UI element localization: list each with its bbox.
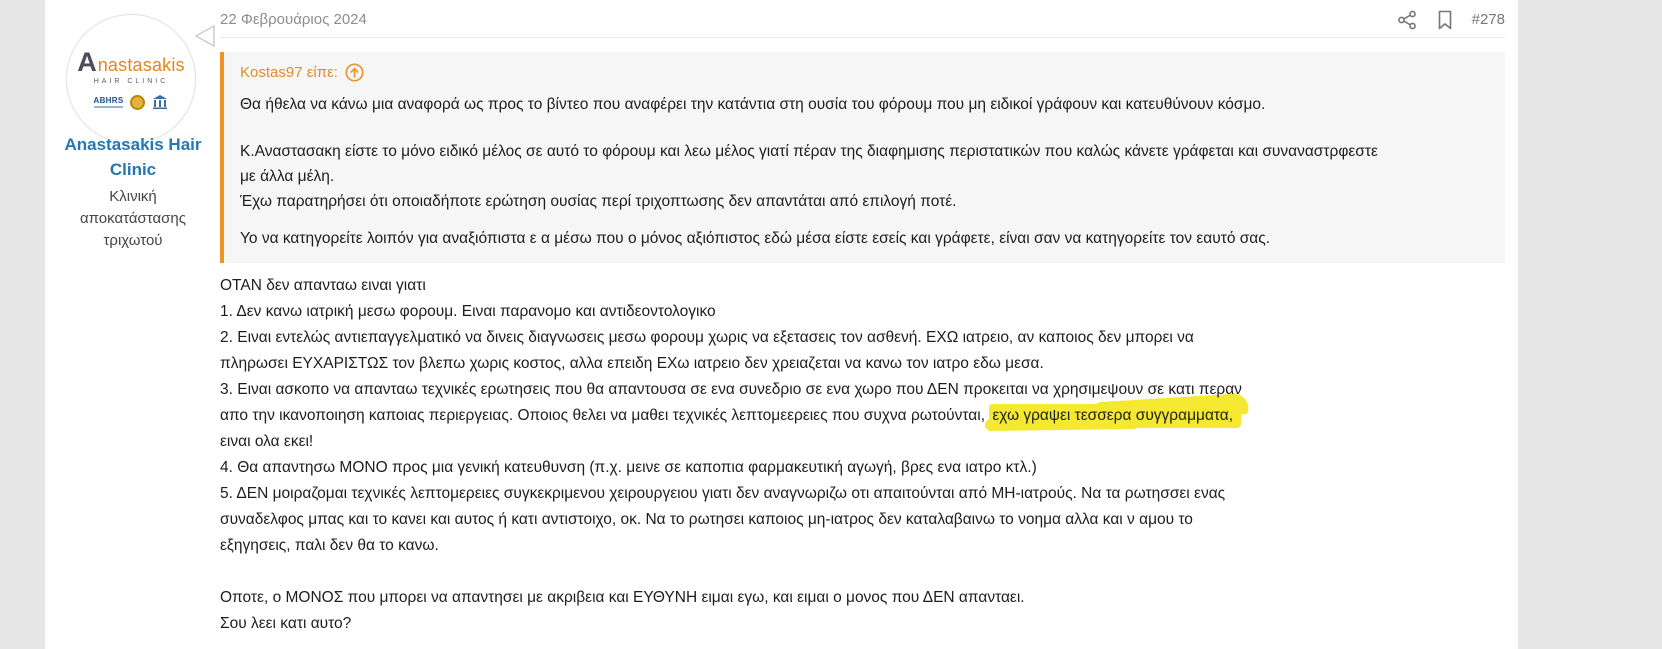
- reply-line: 2. Ειναι εντελώς αντιεπαγγελματικό να δινεις διαγνωσεις μεσω φορουμ χωρις να εξετασεις τον ασθενή. ΕΧΩ ιατρειο, αν καποιος δεν μπορει να: [220, 329, 1194, 346]
- bookmark-icon[interactable]: [1436, 8, 1454, 32]
- post-content: [220, 0, 1505, 637]
- post-date: 22 Φεβρουάριος 2024: [220, 11, 367, 28]
- clinic-logo: [77, 46, 185, 77]
- clinic-logo-name: nastasakis: [97, 54, 185, 75]
- quote-title: [240, 62, 1487, 82]
- post-actions: [1396, 6, 1505, 32]
- quote-line: Κ.Αναστασακη είστε το μόνο ειδικό μέλος σε αυτό το φόρουμ και λεω μέλος γιατί πέραν της διαφημισης περιστατικών που καλώς κάνετε γράφεται και συναναστρφεστε: [240, 143, 1378, 160]
- reply-text-segment: απο την ικανοποιηση καποιας περιεργειας. Οποιος θελει να μαθει τεχνικές λεπτομεερειες που συχνα ρωτούνται,: [220, 407, 990, 424]
- speech-pointer-icon: [195, 25, 215, 47]
- quote-line: με άλλα μέλη.: [240, 168, 335, 185]
- reply-line: 1. Δεν κανω ιατρική μεσω φορουμ. Ειναι παρανομο και αντιδεοντολογικο: [220, 303, 716, 320]
- goto-quoted-post-icon[interactable]: [345, 63, 364, 82]
- reply-line: Οποτε, ο ΜΟΝΟΣ που μπορει να απαντησει με ακριβεια και ΕΥΘΥΝΗ ειμαι εγω, και ειμαι ο μονος που ΔΕΝ απανταει.: [220, 589, 1025, 606]
- quote-line: Θα ήθελα να κάνω μια αναφορά ως προς το βίντεο που αναφέρει την κατάντια στη ουσία του φόρουμ που μη ειδικοί γράφουν και κατευθύνουν κόσμο.: [240, 96, 1266, 113]
- marker-highlight-annotation: εχω γραψει τεσσερα συγγραμματα,: [989, 404, 1241, 428]
- clinic-logo-subtitle: HAIR CLINIC: [93, 77, 169, 85]
- reply-line: 3. Ειναι ασκοπο να απανταω τεχνικές ερωτησεις που θα απαντουσα σε ενα συνεδριο σε ενα χωρο που ΔΕΝ προκειται να χρησιμεψουν σε κατι περαν: [220, 381, 1242, 398]
- avatar[interactable]: [66, 14, 196, 144]
- reply-line: ΟΤΑΝ δεν απανταω ειναι γιατι: [220, 277, 426, 294]
- reply-line: ειναι ολα εκει!: [220, 433, 314, 450]
- reply-body: [220, 273, 1505, 637]
- post-header: [220, 0, 1505, 38]
- quote-body: [240, 92, 1487, 251]
- reply-line-highlighted: [220, 403, 1505, 429]
- clinic-badges: [94, 95, 169, 110]
- quoted-message: [220, 52, 1505, 263]
- clinic-logo-initial: A: [77, 46, 97, 77]
- reply-line: Σου λεει κατι αυτο?: [220, 615, 352, 632]
- reply-line: πληρωσει ΕΥΧΑΡΙΣΤΩΣ τον βλεπω χωρις κοστος, αλλα επειδη ΕΧω ιατρειο δεν χρειαζεται να κανω τον ιατρο εδω μεσα.: [220, 355, 1044, 372]
- post-number-link[interactable]: #278: [1471, 11, 1505, 28]
- reply-line: εξηγησεις, παλι δεν θα το κανω.: [220, 537, 439, 554]
- abhrs-badge: ABHRS: [94, 96, 124, 108]
- reply-line: συναδελφος μπας και το κανει και αυτος ή κατι αντιστοιχο, οκ. Να το ρωτησει καποιος μη-ιατρος δεν καταλαβαινω το νοημα αλλα και ν αμου το: [220, 511, 1193, 528]
- share-icon[interactable]: [1396, 8, 1418, 32]
- post-card: [45, 0, 1518, 649]
- reply-line: 5. ΔΕΝ μοιραζομαι τεχνικές λεπτομερειες συγκεκριμενου χειρουργειου γιατι δεν αναγνωριζω οτι απαιτούνται από ΜΗ-ιατρούς. Να τα ρωτησσει ενας: [220, 485, 1226, 502]
- seal-badge-icon: [130, 95, 145, 110]
- quote-line: Υο να κατηγορείτε λοιπόν για αναξιόπιστα ε α μέσω που ο μόνος αξιόπιστος εδώ μέσα είστε εσείς και γράφετε, είναι σαν να κατηγορείτε τον εαυτό σας.: [240, 230, 1271, 247]
- username-link[interactable]: Anastasakis Hair Clinic: [64, 135, 202, 179]
- emblem-badge-icon: [152, 95, 168, 109]
- reply-line: 4. Θα απαντησω ΜΟΝΟ προς μια γενική κατευθυνση (π.χ. μεινε σε καποπια φαρμακευτική αγωγή, βρες ενα ιατρο κτλ.): [220, 459, 1037, 476]
- quote-line: Έχω παρατηρήσει ότι οποιαδήποτε ερώτηση ουσίας περί τριχοπτωσης δεν απαντάται από επιλογή ποτέ.: [240, 193, 957, 210]
- user-title: Κλινική αποκατάστασης τριχωτού: [80, 188, 186, 249]
- quote-author-link[interactable]: Kostas97 είπε:: [240, 63, 338, 81]
